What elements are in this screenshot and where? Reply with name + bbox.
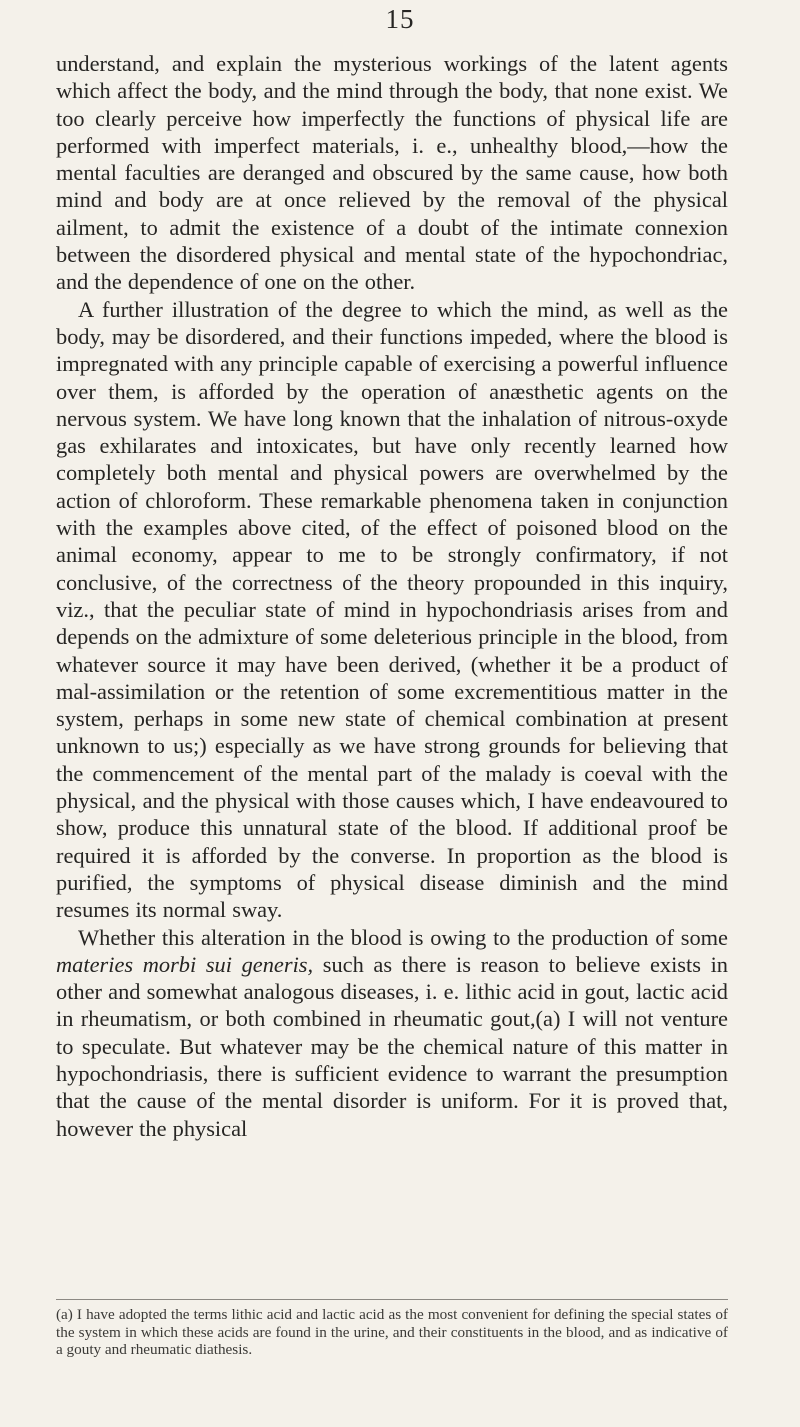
- footnote-a: (a) I have adopted the terms lithic acid and lactic acid as the most convenient for defining the special states of the system in which these acids are found in the urine, and their constituents in the blood, and as indicative of a gouty and rheumatic diathesis.: [56, 1306, 728, 1358]
- paragraph-3: [56, 924, 728, 1142]
- body-text: [56, 50, 728, 1142]
- paragraph-3-start: Whether this alteration in the blood is owing to the production of some: [78, 924, 728, 950]
- footnote-divider: [56, 1299, 728, 1300]
- paragraph-3-latin-phrase: materies morbi sui generis,: [56, 951, 314, 977]
- page-number: 15: [385, 4, 415, 34]
- paragraph-2: A further illustration of the degree to which the mind, as well as the body, may be disordered, and their functions impeded, where the blood is impregnated with any principle capable of exercising a powerful influence over them, is afforded by the operation of anæsthetic agents on the nervous system. We have long known that the inhalation of nitrous-oxyde gas exhilarates and intoxicates, but have only recently learned how completely both mental and physical powers are overwhelmed by the action of chloroform. These remarkable phenomena taken in conjunction with the examples above cited, of the effect of poisoned blood on the animal economy, appear to me to be strongly confirmatory, if not conclusive, of the correctness of the theory propounded in this inquiry, viz., that the peculiar state of mind in hypochondriasis arises from and depends on the admixture of some deleterious principle in the blood, from whatever source it may have been derived, (whether it be a product of mal-assimilation or the retention of some excrementitious matter in the system, perhaps in some new state of chemical combination at present unknown to us;) especially as we have strong grounds for believing that the commencement of the mental part of the malady is coeval with the physical, and the physical with those causes which, I have endeavoured to show, produce this unnatural state of the blood. If additional proof be required it is afforded by the converse. In proportion as the blood is purified, the symptoms of physical disease diminish and the mind resumes its normal sway.: [56, 296, 728, 923]
- paragraph-1: understand, and explain the mysterious workings of the latent agents which affect the body, and the mind through the body, that none exist. We too clearly perceive how imperfectly the functions of physical life are performed with imperfect materials, i. e., unhealthy blood,—how the mental faculties are deranged and obscured by the same cause, how both mind and body are at once relieved by the removal of the physical ailment, to admit the existence of a doubt of the intimate connexion between the disordered physical and mental state of the hypochondriac, and the dependence of one on the other.: [56, 51, 728, 295]
- paragraph-3-end: such as there is reason to believe exists in other and somewhat analogous diseases, i. e. lithic acid in gout, lactic acid in rheumatism, or both combined in rheumatic gout,(a) I will not venture to speculate. But whatever may be the chemical nature of this matter in hypochondriasis, there is sufficient evidence to warrant the presumption that the cause of the mental disorder is uniform. For it is proved that, however the physical: [56, 951, 728, 1141]
